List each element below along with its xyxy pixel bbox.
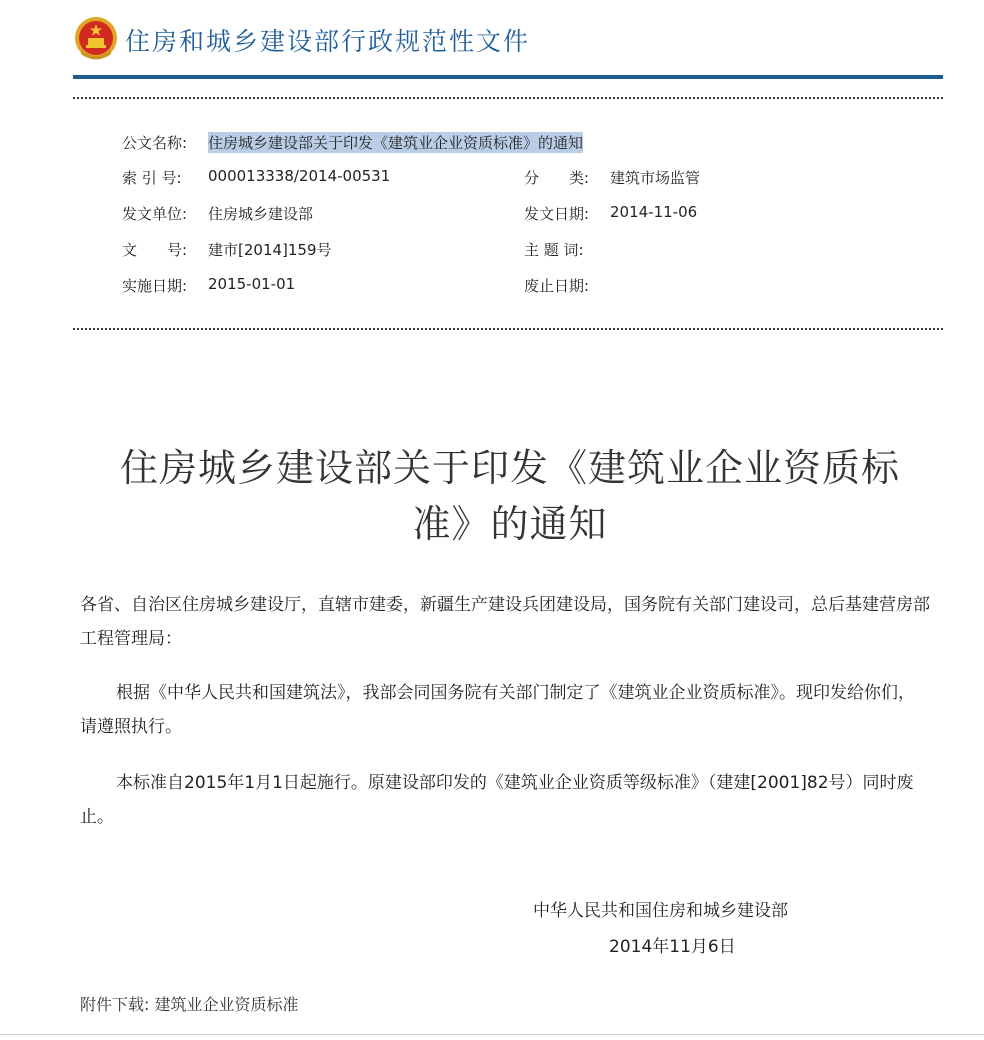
meta-name-value: 住房城乡建设部关于印发《建筑业企业资质标准》的通知 [208, 134, 584, 152]
meta-name-label: 公文名称: [122, 134, 188, 152]
header-divider [73, 75, 943, 79]
meta-subject-label: 主 题 词: [524, 241, 584, 259]
document-title-line-2: 准》的通知 [412, 502, 608, 546]
meta-issue-date-value: 2014-11-06 [610, 203, 698, 221]
meta-issue-date-label: 发文日期: [524, 205, 590, 223]
meta-row-doc-no [122, 239, 922, 263]
meta-row-effective [122, 275, 922, 299]
dotted-divider-bottom [73, 328, 943, 330]
page-header [73, 12, 943, 78]
page-bottom-border [0, 1034, 984, 1035]
attachment-label: 附件下载: [80, 995, 150, 1014]
meta-index-label: 索 引 号: [122, 169, 182, 187]
meta-issuer-label: 发文单位: [122, 205, 188, 223]
meta-effective-label: 实施日期: [122, 277, 188, 295]
document-title [60, 440, 960, 552]
meta-doc-no-label: 文 号: [122, 241, 188, 259]
meta-row-index [122, 167, 922, 191]
meta-issuer-value: 住房城乡建设部 [208, 205, 314, 223]
meta-repeal-label: 废止日期: [524, 277, 590, 295]
addressees: 各省、自治区住房城乡建设厅，直辖市建委，新疆生产建设兵团建设局，国务院有关部门建设司，总后基建营房部工程管理局： [80, 595, 930, 649]
meta-index-value: 000013338/2014-00531 [208, 167, 391, 185]
dotted-divider-top [73, 97, 943, 99]
attachment-download-link[interactable]: 建筑业企业资质标准 [154, 995, 299, 1014]
meta-effective-value: 2015-01-01 [208, 275, 296, 293]
document-title-line-1: 住房城乡建设部关于印发《建筑业企业资质标 [119, 446, 900, 490]
signer: 中华人民共和国住房和城乡建设部 [533, 901, 788, 921]
attachment [80, 992, 299, 1015]
meta-category-label: 分 类: [524, 169, 590, 187]
meta-row-name [122, 132, 922, 156]
paragraph-1: 根据《中华人民共和国建筑法》，我部会同国务院有关部门制定了《建筑业企业资质标准》。现印发给你们，请遵照执行。 [80, 683, 915, 737]
site-title: 住房和城乡建设部行政规范性文件 [125, 27, 531, 56]
meta-doc-no-value: 建市[2014]159号 [208, 241, 332, 259]
paragraph-2: 本标准自2015年1月1日起施行。原建设部印发的《建筑业企业资质等级标准》（建建[2001]82号）同时废止。 [80, 773, 914, 827]
meta-row-issuer [122, 203, 922, 227]
sign-date: 2014年11月6日 [609, 937, 736, 957]
national-emblem-icon [73, 14, 119, 64]
meta-category-value: 建筑市场监管 [610, 169, 701, 187]
